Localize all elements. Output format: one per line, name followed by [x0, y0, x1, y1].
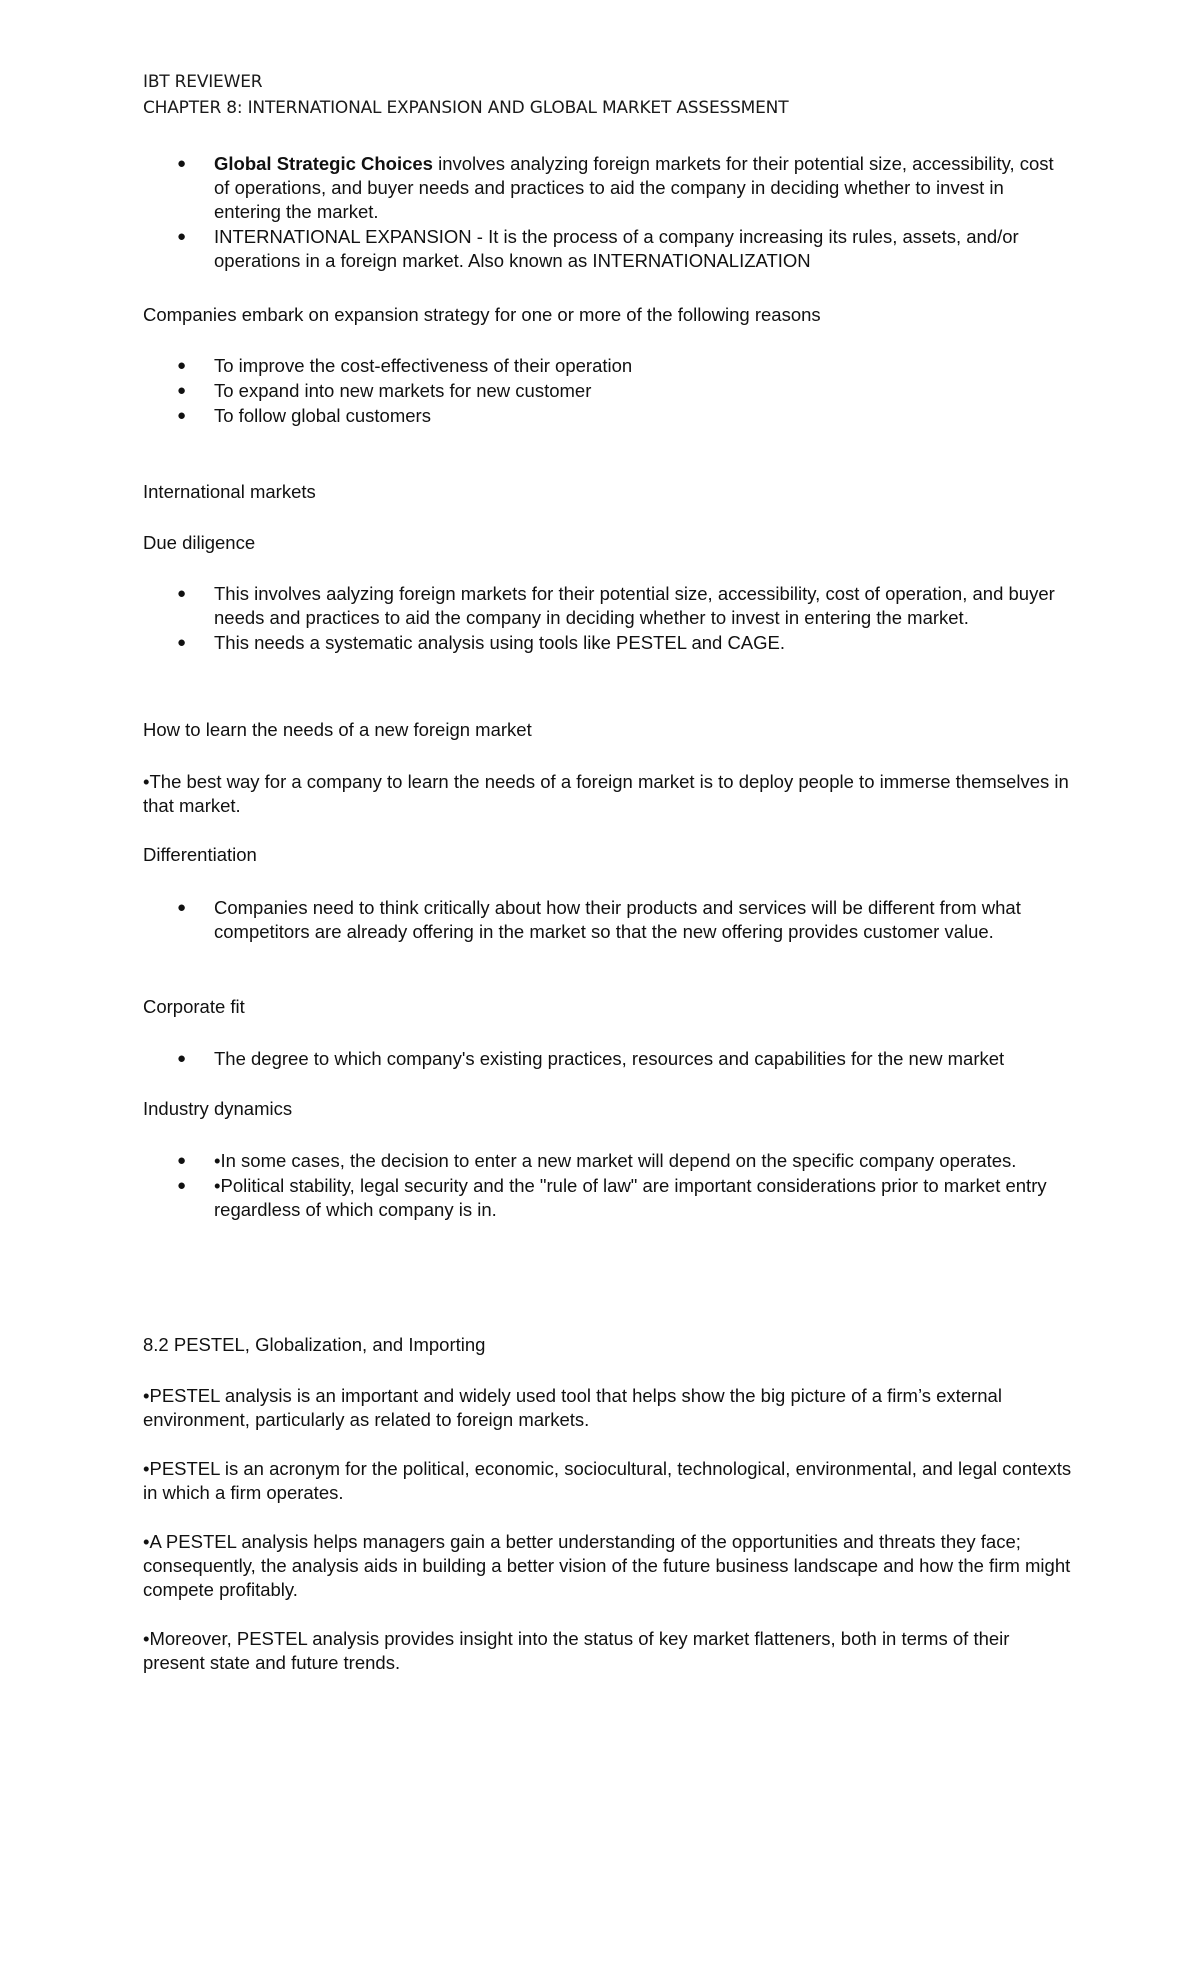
bullet-icon: ● — [177, 1152, 187, 1169]
intro-bullets — [143, 152, 1073, 274]
list-item — [143, 1174, 1073, 1222]
bullet-icon: ● — [177, 357, 187, 374]
due-diligence-list — [143, 582, 1073, 656]
header-title: IBT REVIEWER — [143, 72, 263, 92]
list-item-text: Companies need to think critically about how their products and services will be different from what competitors are already offering in the market so that the new offering provides customer value. — [214, 897, 1021, 942]
list-item-text: This involves aalyzing foreign markets for their potential size, accessibility, cost of operation, and buyer needs and practices to aid the company in deciding whether to invest in entering the market. — [214, 583, 1055, 628]
paragraph: •PESTEL analysis is an important and widely used tool that helps show the big picture of a firm’s external environment, particularly as related to foreign markets. — [143, 1385, 1002, 1430]
bullet-icon: ● — [177, 407, 187, 424]
industry-dynamics-list — [143, 1149, 1073, 1223]
reasons-list — [143, 354, 1073, 429]
bold-term: Global Strategic Choices — [214, 153, 433, 174]
section-heading: How to learn the needs of a new foreign market — [143, 719, 532, 740]
list-item — [143, 152, 1073, 224]
bullet-icon: ● — [177, 382, 187, 399]
bullet-icon: ● — [177, 634, 187, 651]
list-item-text: •Political stability, legal security and the "rule of law" are important considerations prior to market entry regardless of which company is in. — [214, 1175, 1047, 1220]
bullet-icon: ● — [177, 228, 187, 245]
bullet-icon: ● — [177, 585, 187, 602]
paragraph: •PESTEL is an acronym for the political, economic, sociocultural, technological, environmental, and legal contexts in which a firm operates. — [143, 1458, 1072, 1503]
list-item-text: To improve the cost-effectiveness of their operation — [214, 355, 633, 376]
list-item — [143, 896, 1073, 944]
differentiation-list — [143, 896, 1073, 945]
section-heading: Due diligence — [143, 532, 256, 553]
bullet-icon: ● — [177, 155, 187, 172]
list-item — [143, 354, 1073, 378]
list-item — [143, 225, 1073, 273]
list-item-text: involves analyzing foreign markets for their potential size, accessibility, cost of operations, and buyer needs and practices to aid the company in deciding whether to invest in entering the market. — [214, 153, 1054, 222]
list-item-text: •In some cases, the decision to enter a new market will depend on the specific company operates. — [214, 1150, 1017, 1171]
section-heading: International markets — [143, 481, 316, 502]
reasons-intro: Companies embark on expansion strategy for one or more of the following reasons — [143, 304, 821, 325]
list-item-text: To expand into new markets for new customer — [214, 380, 592, 401]
paragraph: •The best way for a company to learn the needs of a foreign market is to deploy people to immerse themselves in that market. — [143, 771, 1069, 816]
header-chapter: CHAPTER 8: INTERNATIONAL EXPANSION AND GLOBAL MARKET ASSESSMENT — [143, 98, 789, 118]
list-item — [143, 1047, 1073, 1071]
list-item — [143, 631, 1073, 655]
paragraph: •A PESTEL analysis helps managers gain a better understanding of the opportunities and threats they face; consequently, the analysis aids in building a better vision of the future business landscape and how the firm might compete profitably. — [143, 1531, 1071, 1600]
list-item — [143, 404, 1073, 428]
bullet-icon: ● — [177, 899, 187, 916]
list-item-text: INTERNATIONAL EXPANSION - It is the process of a company increasing its rules, assets, and/or operations in a foreign market. Also known as INTERNATIONALIZATION — [214, 226, 1019, 271]
list-item — [143, 379, 1073, 403]
bullet-icon: ● — [177, 1050, 187, 1067]
section-heading: 8.2 PESTEL, Globalization, and Importing — [143, 1334, 486, 1355]
list-item — [143, 1149, 1073, 1173]
list-item-text: This needs a systematic analysis using tools like PESTEL and CAGE. — [214, 632, 786, 653]
paragraph: •Moreover, PESTEL analysis provides insight into the status of key market flatteners, both in terms of their present state and future trends. — [143, 1628, 1010, 1673]
list-item — [143, 582, 1073, 630]
section-heading: Corporate fit — [143, 996, 245, 1017]
bullet-icon: ● — [177, 1177, 187, 1194]
list-item-text: To follow global customers — [214, 405, 431, 426]
section-heading: Industry dynamics — [143, 1098, 293, 1119]
list-item-text: The degree to which company's existing practices, resources and capabilities for the new market — [214, 1048, 1005, 1069]
corporate-fit-list — [143, 1047, 1073, 1072]
section-heading: Differentiation — [143, 844, 257, 865]
